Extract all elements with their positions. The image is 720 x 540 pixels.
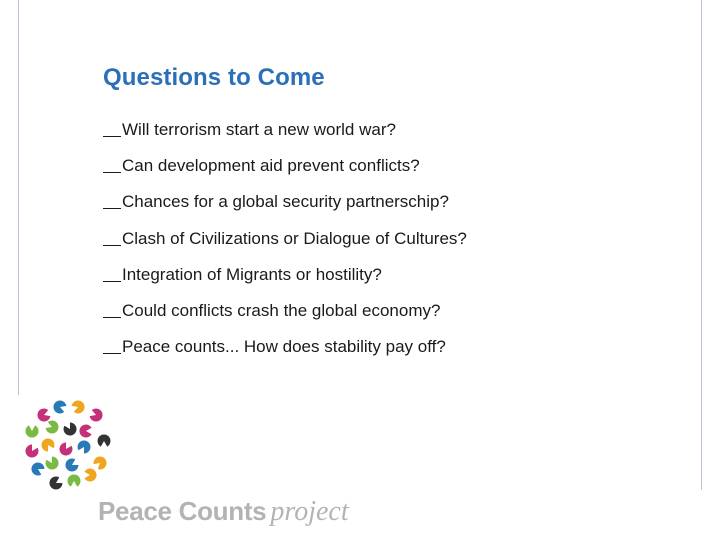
- question-item: [103, 229, 467, 265]
- peace-counts-logo-icon: [12, 395, 120, 495]
- underline-marker: [103, 301, 121, 318]
- question-item: [103, 265, 467, 301]
- logo-mark: [23, 443, 40, 460]
- brand-wordmark: [98, 498, 349, 526]
- brand-name: Peace Counts: [98, 496, 267, 526]
- question-text: Chances for a global security partnerschip?: [122, 192, 449, 212]
- logo-mark: [92, 454, 110, 472]
- logo-mark: [63, 457, 80, 474]
- question-text: Can development aid prevent conflicts?: [122, 156, 420, 176]
- underline-marker: [103, 337, 121, 354]
- question-text: Could conflicts crash the global economy?: [122, 300, 441, 320]
- brand-suffix: project: [270, 496, 349, 527]
- logo-mark: [57, 441, 74, 458]
- logo-mark: [45, 419, 61, 435]
- left-vertical-rule: [18, 0, 19, 395]
- question-text: Integration of Migrants or hostility?: [122, 264, 382, 284]
- logo-mark: [29, 460, 46, 477]
- logo-mark: [36, 407, 52, 423]
- question-item: [103, 156, 467, 192]
- question-item: [103, 120, 467, 156]
- question-text: Will terrorism start a new world war?: [122, 120, 396, 139]
- right-vertical-rule: [701, 0, 702, 490]
- logo-mark: [44, 455, 61, 472]
- logo-mark: [89, 407, 105, 423]
- logo-mark: [39, 436, 56, 453]
- underline-marker: [103, 120, 121, 137]
- question-item: [103, 192, 467, 228]
- logo-mark: [62, 421, 79, 438]
- logo-mark: [52, 399, 68, 415]
- logo-mark: [71, 399, 87, 415]
- logo-mark: [26, 425, 39, 437]
- logo-mark: [47, 475, 64, 492]
- question-text: Clash of Civilizations or Dialogue of Cultures?: [122, 228, 467, 248]
- logo-mark: [84, 469, 96, 482]
- underline-marker: [103, 229, 121, 246]
- question-item: [103, 301, 467, 337]
- question-text: Peace counts... How does stability pay off?: [122, 337, 446, 357]
- question-list: [103, 120, 467, 373]
- logo-marks: [23, 399, 110, 492]
- underline-marker: [103, 156, 121, 173]
- logo-mark: [68, 474, 81, 486]
- slide-title: Questions to Come: [103, 64, 325, 91]
- question-item: [103, 337, 467, 373]
- logo-mark: [79, 425, 91, 438]
- logo-mark: [76, 438, 93, 455]
- logo-mark: [98, 434, 111, 446]
- underline-marker: [103, 192, 121, 209]
- underline-marker: [103, 265, 121, 282]
